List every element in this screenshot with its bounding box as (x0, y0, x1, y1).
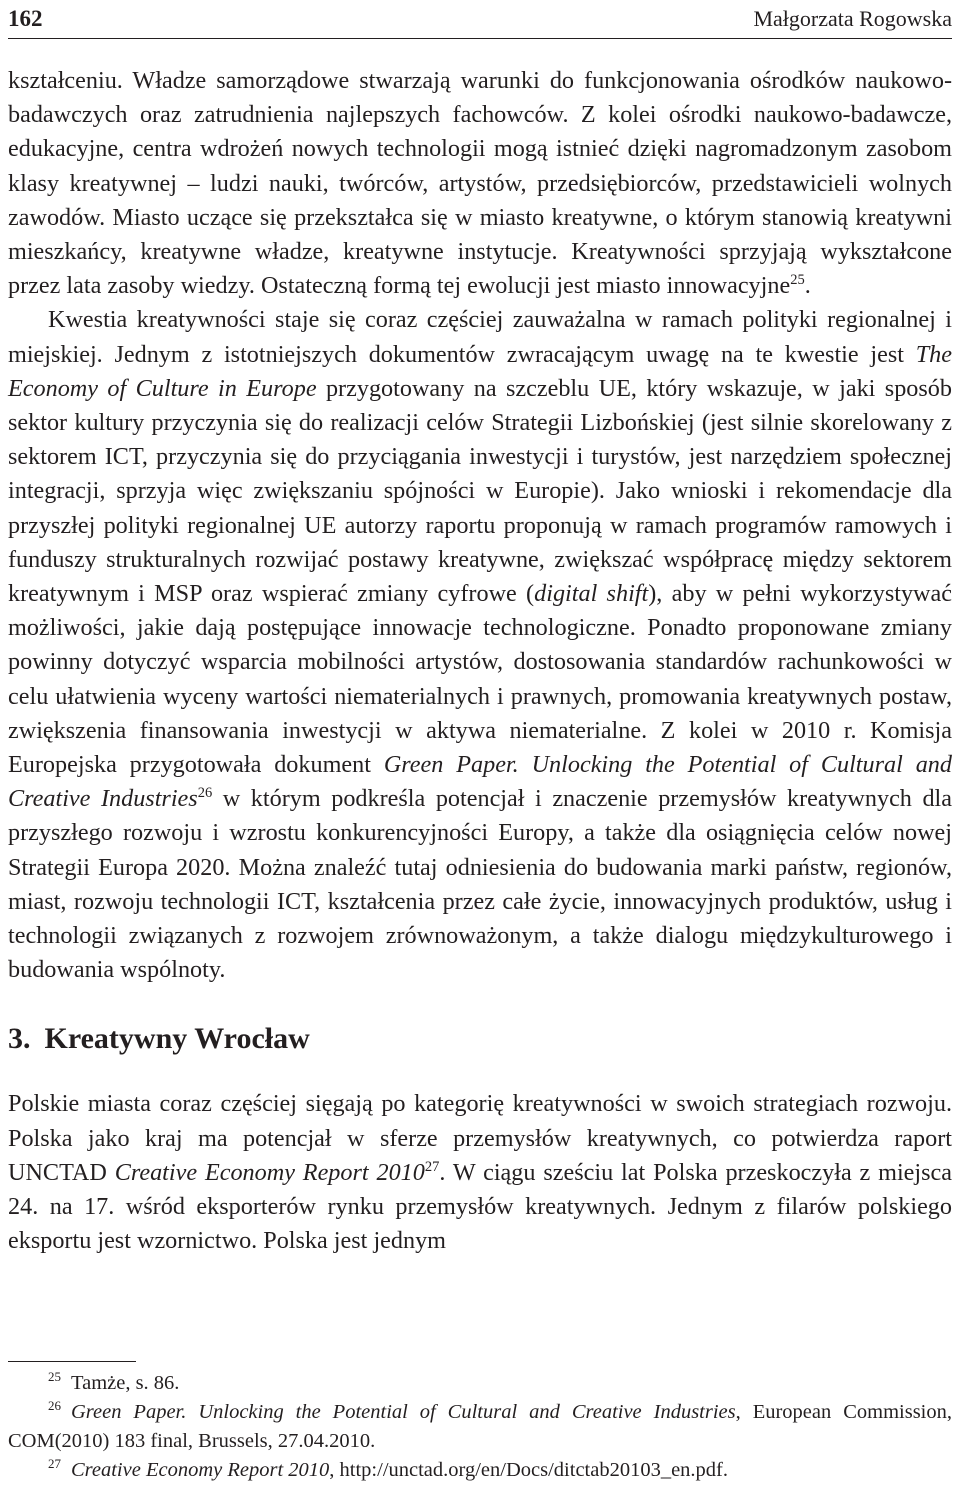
footnote-title: Creative Economy Report 2010 (71, 1459, 330, 1481)
footnote-text: Tamże, s. 86. (71, 1372, 180, 1394)
paragraph-text: . W ciągu sześciu lat Polska przeskoczyła z miejsca 24. na 17. wśród eksporterów rynku przemysłów kreatywnych. Jednym z filarów polskiego eksportu jest wzornictwo. Polska jest jednym (8, 1158, 953, 1255)
paragraph-text: Polskie miasta coraz częściej sięgają po kategorię kreatywności w swoich strategiach rozwoju. Polska jako kraj ma potencjał w sferze przemysłów kreatywnych, co potwierdza raport UNCTAD (8, 1090, 952, 1186)
footnotes (8, 1369, 952, 1485)
paragraph-continued (8, 64, 952, 303)
footnote-26 (8, 1398, 952, 1456)
page-header (8, 0, 952, 39)
title-creative-economy-report: Creative Economy Report 2010 (114, 1158, 425, 1186)
footnote-ref-27: 27 (424, 1158, 440, 1175)
footnote-ref-26: 26 (197, 785, 213, 802)
footnote-ref-25: 25 (790, 272, 805, 289)
section-title: Kreatywny Wrocław (44, 1022, 310, 1056)
section-number: 3. (8, 1022, 31, 1056)
term-digital-shift: digital shift (534, 580, 649, 608)
running-head-author: Małgorzata Rogowska (753, 6, 952, 31)
footnote-mark: 26 (48, 1398, 61, 1414)
footnote-25 (8, 1369, 952, 1398)
footnote-link[interactable]: , http://unctad.org/en/Docs/ditctab20103_en.pdf. (329, 1459, 729, 1481)
footnote-mark: 25 (48, 1369, 61, 1385)
section-heading (8, 1019, 952, 1059)
paragraph-polish-cities (8, 1087, 952, 1258)
paragraph-text: Kwestia kreatywności staje się coraz częściej zauważalna w ramach polityki regionalnej i miejskiej. Jednym z istotniejszych dokumentów zwracającym uwagę na te kwestie jest (8, 306, 952, 368)
paragraph-end: . (804, 272, 811, 300)
footnote-divider (8, 1361, 136, 1362)
page-number: 162 (8, 6, 43, 31)
footnote-mark: 27 (48, 1456, 61, 1472)
paragraph-creativity-policy (8, 303, 952, 987)
paragraph-text: kształceniu. Władze samorządowe stwarzają warunki do funkcjonowania ośrodków naukowo-badawczych oraz zatrudnienia najlepszych fachowców. Z kolei ośrodki naukowo-badawcze, edukacyjne, centra wdrożeń nowych technologii mogą istnieć dzięki nagromadzonym zasobom klasy kreatywnej – ludzi nauki, twórców, artystów, przedsiębiorców, przedstawicieli wolnych zawodów. Miasto uczące się przekształca się w miasto kreatywne, o którym stanowią kreatywni mieszkańcy, kreatywne władze, kreatywne instytucje. Kreatywności sprzyjają wykształcone przez lata zasoby wiedzy. Ostateczną formą tej ewolucji jest miasto innowacyjne (8, 67, 952, 300)
paragraph-text: ), aby w pełni wykorzystywać możliwości, jakie dają postępujące innowacje technologiczne. Ponadto proponowane zmiany powinny dotyczyć wsparcia mobilności artystów, dostosowania standardów rachunkowości w celu ułatwienia wyceny wartości niematerialnych i prawnych, promowania kreatywnych postaw, zwiększenia finansowania inwestycji w aktywa niematerialne. Z kolei w 2010 r. Komisja Europejska przygotowała dokument (8, 580, 952, 779)
paragraph-text: przygotowany na szczeblu UE, który wskazuje, w jaki sposób sektor kultury przyczynia się do realizacji celów Strategii Lizbońskiej (jest silnie skorelowany z sektorem ICT, przyczynia się do przyciągania inwestycji i turystów, jest narzędziem społecznej integracji, sprzyja więc zwiększaniu spójności w Europie). Jako wnioski i rekomendacje dla przyszłej polityki regionalnej UE autorzy raportu proponują w ramach programów ramowych i funduszy strukturalnych rozwijać postawy kreatywne, zwiększać współpracę między sektorem kreatywnym i MSP oraz wspierać zmiany cyfrowe ( (8, 374, 952, 608)
title-economy-of-culture: The Economy of Culture in Europe (8, 340, 952, 402)
title-green-paper: Green Paper. Unlocking the Potential of Cultural and Creative Industries (8, 751, 952, 813)
footnote-27 (8, 1456, 952, 1485)
paragraph-text: w którym podkreśla potencjał i znaczenie przemysłów kreatywnych dla przyszłego rozwoju i wzrostu konkurencyjności Europy, a także dla osiągnięcia celów nowej Strategii Europa 2020. Można znaleźć tutaj odniesienia do budowania marki państw, regionów, miast, rozwoju technologii ICT, kształcenia przez całe życie, innowacyjnych produktów, usług i technologii związanych z rozwojem zrównoważonym, a także dialogu międzykulturowego i budowania wspólnoty. (8, 785, 953, 984)
footnote-text: , European Commission, COM(2010) 183 final, Brussels, 27.04.2010. (8, 1401, 952, 1452)
footnote-title: Green Paper. Unlocking the Potential of Cultural and Creative Industries (71, 1401, 736, 1423)
article-body (8, 64, 952, 1259)
